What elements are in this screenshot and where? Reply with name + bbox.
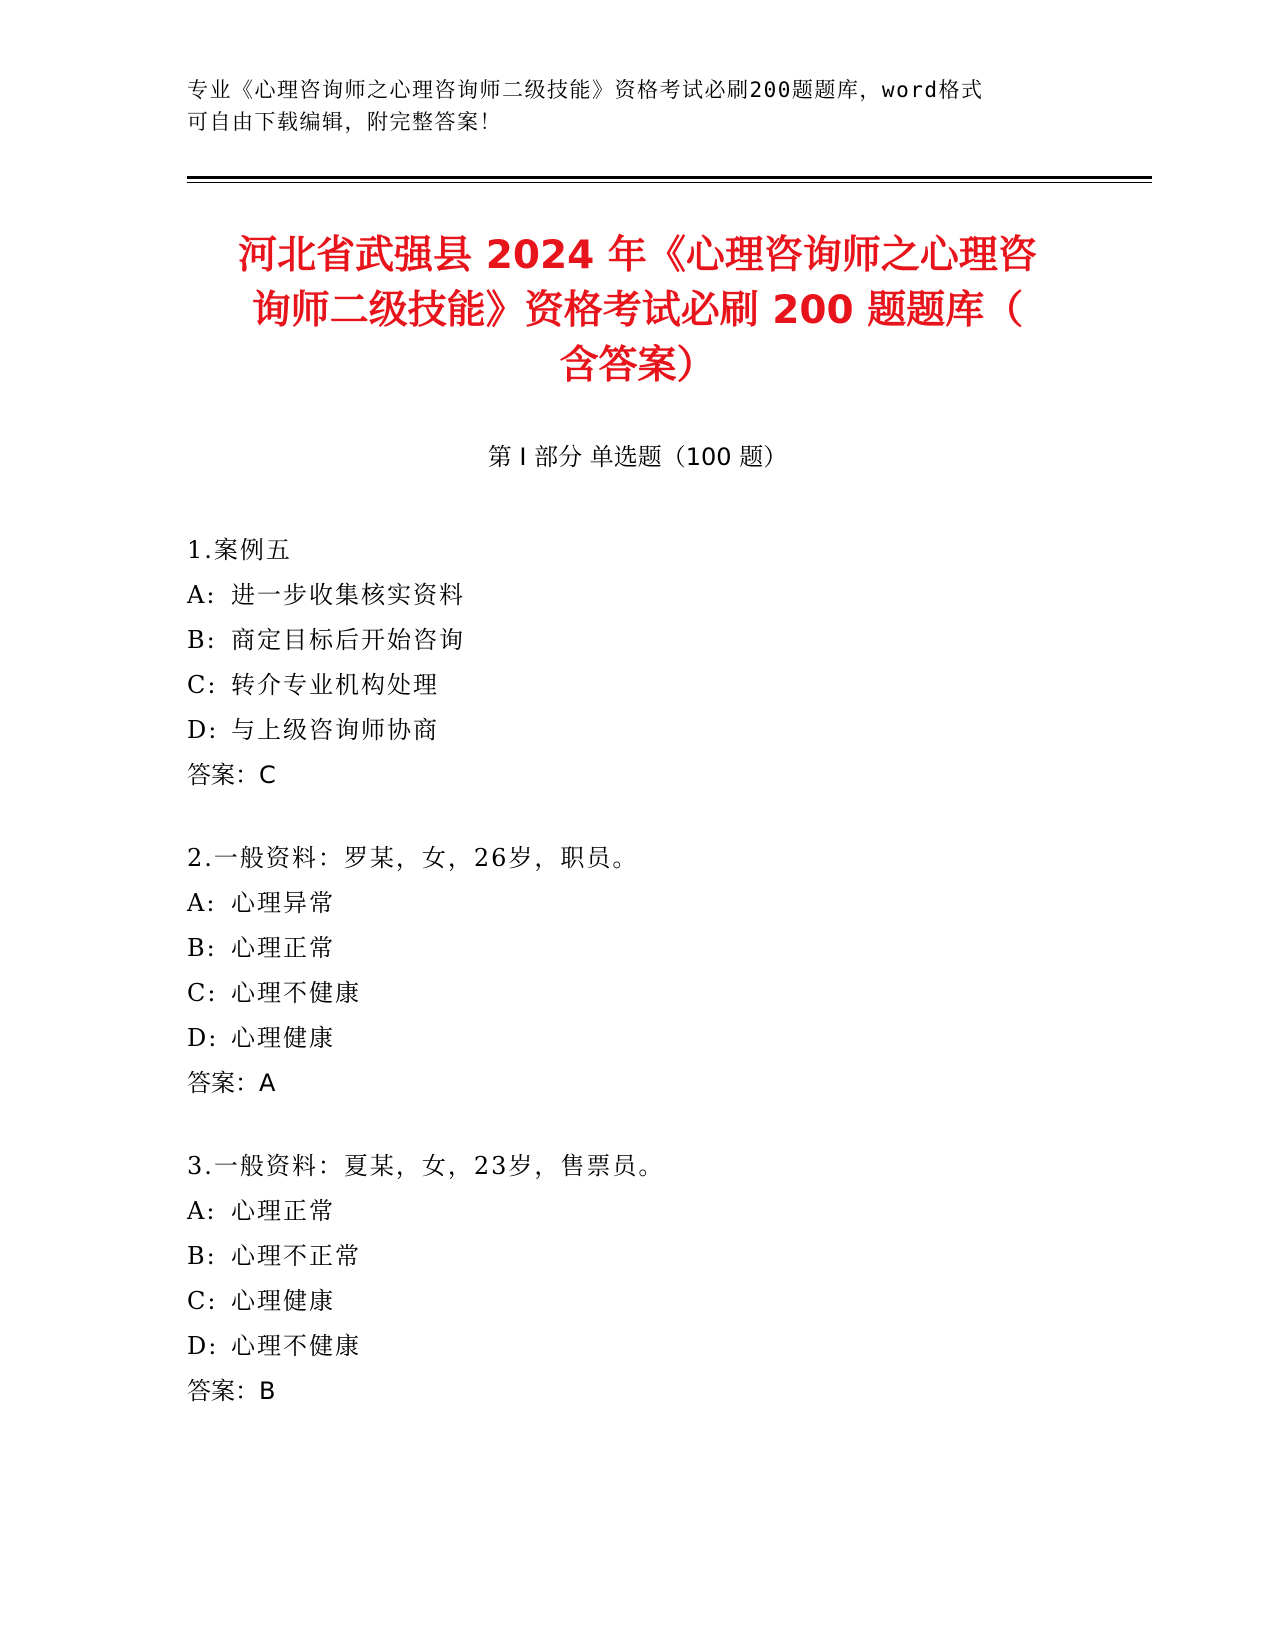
option-letter: A: — [187, 581, 217, 609]
option-b — [187, 926, 1087, 971]
option-a — [187, 1189, 1087, 1234]
option-a — [187, 573, 1087, 618]
option-letter: C: — [187, 671, 218, 699]
option-text: 心理不正常 — [231, 1242, 361, 1270]
option-text: 心理健康 — [231, 1287, 335, 1315]
option-letter: C: — [187, 1287, 218, 1315]
option-letter: D: — [187, 1024, 219, 1052]
option-letter: D: — [187, 1332, 219, 1360]
option-c — [187, 971, 1087, 1016]
option-c — [187, 663, 1087, 708]
option-text: 心理正常 — [231, 1197, 335, 1225]
option-d — [187, 708, 1087, 753]
question-stem: 2.一般资料：罗某，女，26岁，职员。 — [187, 844, 639, 872]
header-divider-thin — [187, 182, 1152, 183]
option-text: 心理异常 — [231, 889, 335, 917]
option-letter: B: — [187, 1242, 217, 1270]
option-b — [187, 1234, 1087, 1279]
intro-line-1: 专业《心理咨询师之心理咨询师二级技能》资格考试必刷200题题库，word格式 — [187, 78, 984, 102]
option-c — [187, 1279, 1087, 1324]
intro-line-2: 可自由下载编辑，附完整答案！ — [187, 110, 502, 134]
title-line-3: 含答案） — [559, 343, 716, 388]
option-letter: C: — [187, 979, 218, 1007]
question-1 — [187, 528, 1087, 798]
question-3 — [187, 1144, 1087, 1414]
title-line-1: 河北省武强县 2024 年《心理咨询师之心理咨 — [238, 233, 1037, 278]
option-letter: B: — [187, 626, 217, 654]
option-letter: D: — [187, 716, 219, 744]
option-text: 商定目标后开始咨询 — [231, 626, 465, 654]
option-letter: A: — [187, 1197, 217, 1225]
option-text: 与上级咨询师协商 — [231, 716, 439, 744]
question-list — [187, 528, 1087, 1452]
option-text: 转介专业机构处理 — [231, 671, 439, 699]
answer-line: 答案：A — [187, 1069, 276, 1097]
section-heading: 第 I 部分 单选题（100 题） — [487, 443, 788, 471]
answer-line: 答案：C — [187, 761, 276, 789]
header-divider-thick — [187, 176, 1152, 179]
option-text: 心理正常 — [231, 934, 335, 962]
option-text: 心理健康 — [231, 1024, 335, 1052]
option-text: 心理不健康 — [231, 979, 361, 1007]
option-letter: B: — [187, 934, 217, 962]
intro-text — [187, 74, 1067, 138]
option-letter: A: — [187, 889, 217, 917]
document-title — [170, 228, 1105, 393]
question-stem: 3.一般资料：夏某，女，23岁，售票员。 — [187, 1152, 665, 1180]
question-stem: 1.案例五 — [187, 536, 292, 564]
title-line-2: 询师二级技能》资格考试必刷 200 题题库（ — [251, 288, 1024, 333]
option-text: 进一步收集核实资料 — [231, 581, 465, 609]
option-b — [187, 618, 1087, 663]
option-d — [187, 1324, 1087, 1369]
answer-line: 答案：B — [187, 1377, 276, 1405]
option-a — [187, 881, 1087, 926]
question-2 — [187, 836, 1087, 1106]
option-d — [187, 1016, 1087, 1061]
option-text: 心理不健康 — [231, 1332, 361, 1360]
